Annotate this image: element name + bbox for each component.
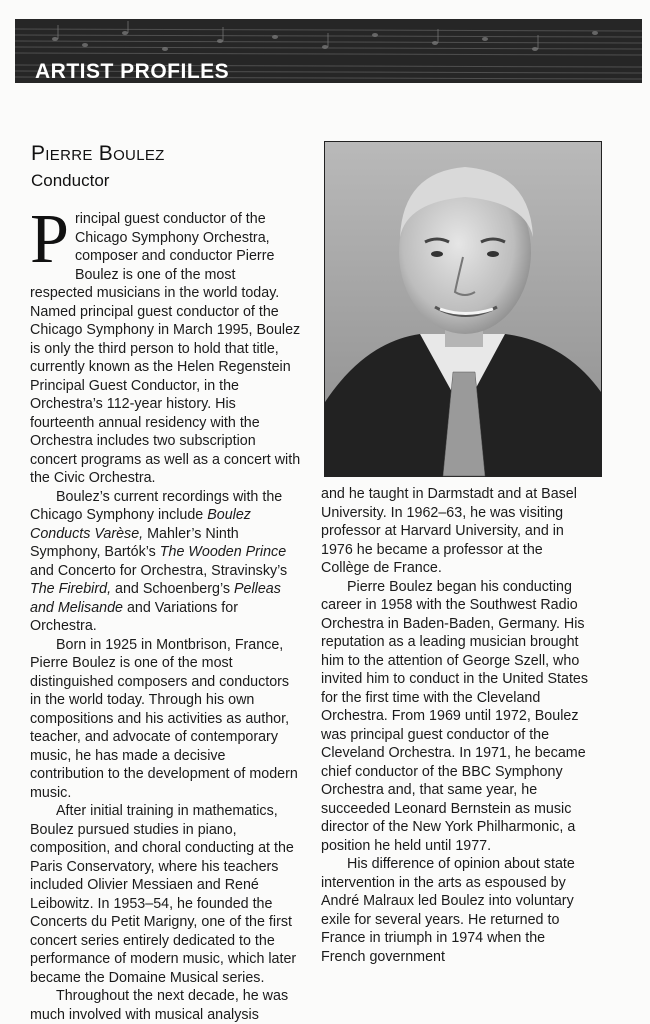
paragraph-intro bbox=[30, 201, 302, 488]
intro-text: rincipal guest conductor of the Chicago Symphony Orchestra, composer and conductor Pierre Boulez is one of the most respected musicians in the world today. Named principal guest conductor of the Chicago Symphony in March 1995, Boulez is only the third person to hold that title, currently known as the Helen Regenstein Principal Guest Conductor, in the Orchestra’s 112-year history. His fourteenth annual residency with the Orchestra includes two subscription concert programs as well as a concert with the Civic Orchestra. bbox=[30, 211, 301, 486]
paragraph-teaching: and he taught in Darmstadt and at Basel University. In 1962–63, he was visiting professor at Harvard University, and in 1976 he became a professor at the Collège de France. bbox=[321, 486, 577, 576]
recordings-text-e: and Concerto for Orchestra, Stravinsky’s bbox=[30, 562, 288, 579]
right-column bbox=[321, 485, 591, 995]
artist-name: Pierre Boulez bbox=[31, 142, 165, 165]
paragraph-training: After initial training in mathematics, Boulez pursued studies in piano, composition, and choral conducting at the Paris Conservatory, where his teachers included Olivier Messiaen and René Leibowitz. In 1953–54, he founded the Concerts du Petit Marigny, one of the first concert series entirely dedicated to the performance of modern music, which later became the Domaine Musical series. bbox=[30, 803, 297, 986]
paragraph-recordings bbox=[30, 488, 302, 636]
section-banner bbox=[15, 19, 642, 83]
paragraph-biography: Born in 1925 in Montbrison, France, Pierre Boulez is one of the most distinguished composers and conductors in the world today. Through his own compositions and his activities as author, teacher, and advocate of contemporary music, he has made a decisive contribution to the development of modern music. bbox=[30, 636, 298, 801]
artist-role: Conductor bbox=[31, 171, 110, 190]
portrait-image bbox=[325, 142, 601, 476]
recordings-text-a: Boulez’s current recordings with the Chicago Symphony include bbox=[30, 488, 283, 523]
recording-title: Pelleas and Melisande bbox=[30, 581, 281, 616]
paragraph-conducting-career: Pierre Boulez began his conducting career in 1958 with the Southwest Radio Orchestra in Baden-Baden, Germany. His reputation as a leading musician brought him to the attention of George Szell, who invited him to conduct in the United States for the first time with the Cleveland Orchestra. From 1969 until 1972, Boulez was principal guest conductor of the Cleveland Orchestra. In 1971, he became chief conductor of the BBC Symphony Orchestra and, that same year, he succeeded Leonard Bernstein as music director of the New York Philharmonic, a position he held until 1977. bbox=[321, 578, 589, 854]
left-column bbox=[30, 201, 302, 1023]
paragraph-exile: His difference of opinion about state intervention in the arts as espoused by André Malraux led Boulez into voluntary exile for several years. He returned to France in triumph in 1974 when the French government bbox=[321, 856, 575, 965]
paragraph-next-decade: Throughout the next decade, he was much involved with musical analysis bbox=[30, 988, 289, 1023]
banner-title: ARTIST PROFILES bbox=[35, 60, 230, 83]
recording-title: The Firebird, bbox=[30, 581, 112, 597]
recordings-text-g: and Schoenberg’s bbox=[111, 581, 234, 597]
drop-cap: P bbox=[30, 201, 69, 278]
recording-title: Boulez Conducts Varèse, bbox=[30, 507, 251, 542]
recordings-text-i: and Variations for Orchestra. bbox=[30, 599, 238, 634]
recordings-text-c: Mahler’s Ninth Symphony, Bartók’s bbox=[30, 525, 239, 560]
recording-title: The Wooden Prince bbox=[159, 544, 287, 560]
portrait-photo bbox=[324, 141, 602, 477]
